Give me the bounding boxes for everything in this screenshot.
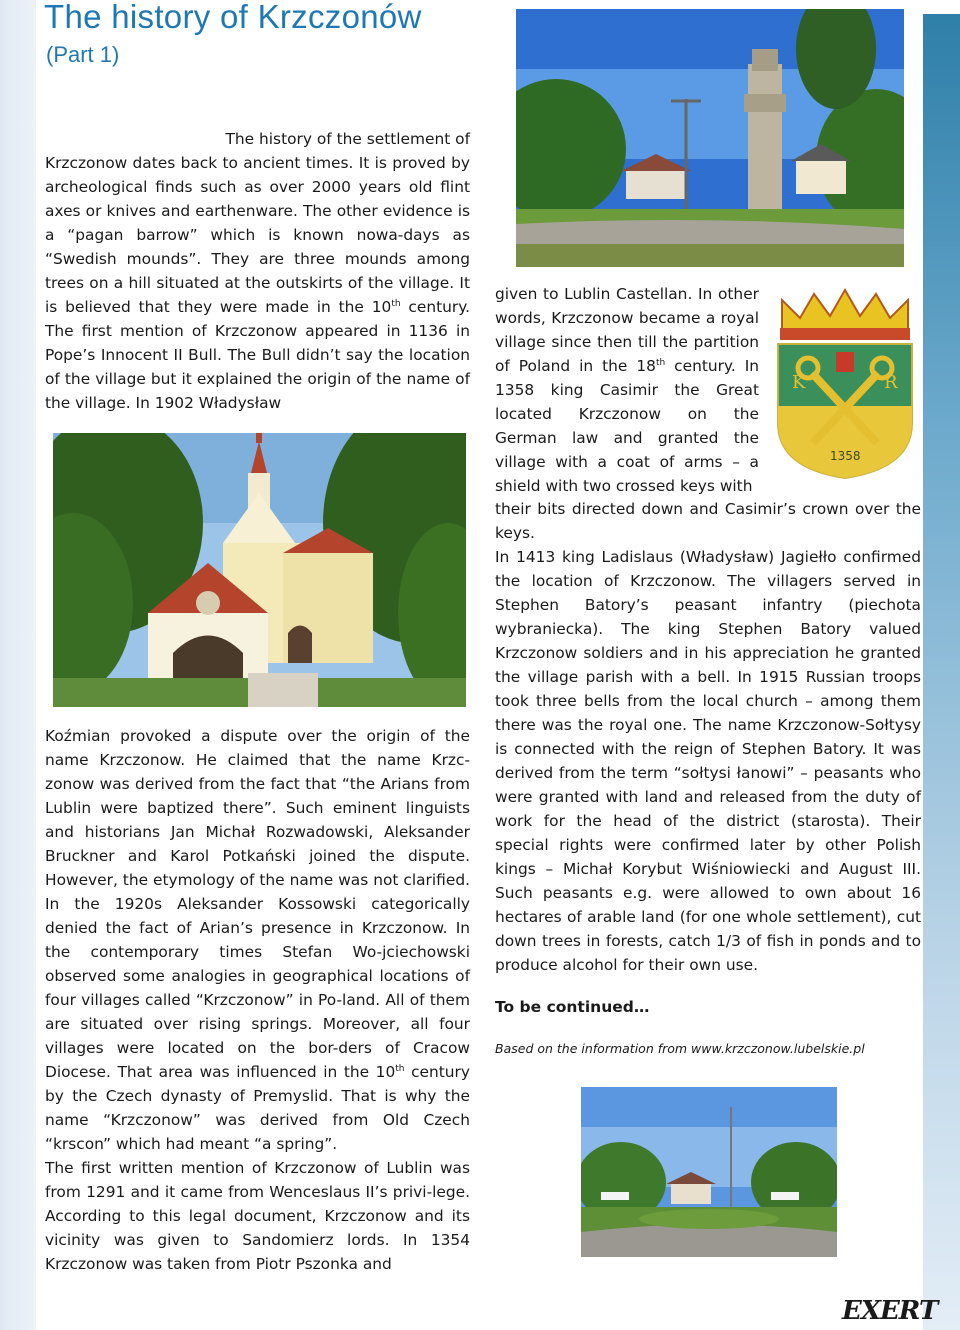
arms-year: 1358 xyxy=(830,449,861,463)
intro-text: Krzczonow dates back to ancient times. It is proved by archeological finds such as over 2000 years old flint axes or knives and earthenware. The other evidence is a “pagan barrow” which is known nowa-days as “Swedish mounds”. They are three mounds among trees on a hill situated at the outskirts of the village. It is believed that they were made in the 10 xyxy=(45,154,470,316)
roundabout-photo xyxy=(581,1087,837,1257)
superscript: th xyxy=(391,299,401,309)
right-sidebar-band xyxy=(923,14,960,1330)
exert-logo: EXERT xyxy=(842,1296,938,1326)
paragraph-dispute xyxy=(45,724,470,1156)
column2-wrapped-text xyxy=(495,282,759,498)
source-note: Based on the information from www.krzczonow.lubelskie.pl xyxy=(495,1041,865,1056)
intro-text-cont: century. The first mention of Krzczonow appeared in 1136 in Pope’s Innocent II Bull. The Bull didn’t say the location of the village but it explained the origin of the name of the village. In 1902 Władysław xyxy=(45,298,470,412)
column2-full-text xyxy=(495,497,921,977)
paragraph-jagiello: In 1413 king Ladislaus (Władysław) Jagiełło confirmed the location of Krzczonow. The villagers served in Stephen Batory’s peasant infantry (piechota wybraniecka). The king Stephen Batory valued Krzczonow soldiers and in his appreciation he granted the village parish with a bell. In 1915 Russian troops took three bells from the local church – among them there was the royal one. The name Krzczonow-Sołtysy is connected with the reign of Stephen Batory. It was derived from the term “sołtysi łanowi” – peasants who were granted with land and released from the duty of work for the head of the district (starosta). Their special rights were confirmed later by other Polish kings – Michał Korybut Wiśniowiecki and August III. Such peasants e.g. were allowed to own about 16 hectares of arable land (for one whole settlement), cut down trees in forests, catch 1/3 of fish in ponds and to produce alcohol for their own use. xyxy=(495,548,921,974)
dispute-text: Koźmian provoked a dispute over the origin of the name Krzczonow. He claimed that the name Krzc-zonow was derived from the fact that “the Arians from Lublin were baptized there”. Such eminent linguists and historians Jan Michał Rozwadowski, Aleksander Bruckner and Karol Potkański joined the dispute. However, the etymology of the name was not clarified. In the 1920s Aleksander Kossowski categorically denied the fact of Arian’s presence in Krzczonow. In the contemporary times Stefan Wo-jciechowski observed some analogies in geographical locations of four villages called “Krzczonow” in Po-land. All of them are situated over rising springs. Moreover, all four villages were located on the bor-ders of Cracow Diocese. That area was influenced in the 10 xyxy=(45,727,470,1081)
superscript: th xyxy=(395,1064,405,1074)
arms-letter-k: K xyxy=(792,372,806,393)
paragraph-intro xyxy=(45,151,470,415)
column1-bottom-text xyxy=(45,724,470,1276)
paragraph-first-mention: The first written mention of Krzczonow of Lublin was from 1291 and it came from Wenceslaus II’s privi-lege. According to this legal document, Krzczonow and its vicinity was given to Sandomierz lords. In 1354 Krzczonow was taken from Piotr Pszonka and xyxy=(45,1159,470,1273)
paragraph-castellan xyxy=(495,282,759,498)
page-subtitle: (Part 1) xyxy=(46,42,120,67)
left-margin-band xyxy=(0,0,36,1330)
church-photo xyxy=(53,433,466,707)
arms-letter-r: R xyxy=(884,372,898,393)
dispute-text-cont: century by the Czech dynasty of Premyslid. That is why the name “Krzczonow” was derived from Old Czech “krscon” which had meant “a spring”. xyxy=(45,1063,470,1153)
to-be-continued: To be continued… xyxy=(495,998,650,1016)
monument-photo xyxy=(516,9,904,267)
column1-top-text xyxy=(45,127,470,415)
castellan-text: given to Lublin Castellan. In other words, Krzczonow became a royal village since then till the partition of Poland in the 18 xyxy=(495,285,759,375)
coat-of-arms xyxy=(772,288,918,482)
page-title: The history of Krzczonów xyxy=(44,0,422,35)
superscript: th xyxy=(655,358,666,368)
lead-line: The history of the settlement of xyxy=(225,130,470,148)
paragraph-keys: their bits directed down and Casimir’s crown over the keys. xyxy=(495,500,921,542)
castellan-text-cont: century. In 1358 king Casimir the Great located Krzczonow on the German law and granted the village with a coat of arms – a shield with two crossed keys with xyxy=(495,357,759,495)
